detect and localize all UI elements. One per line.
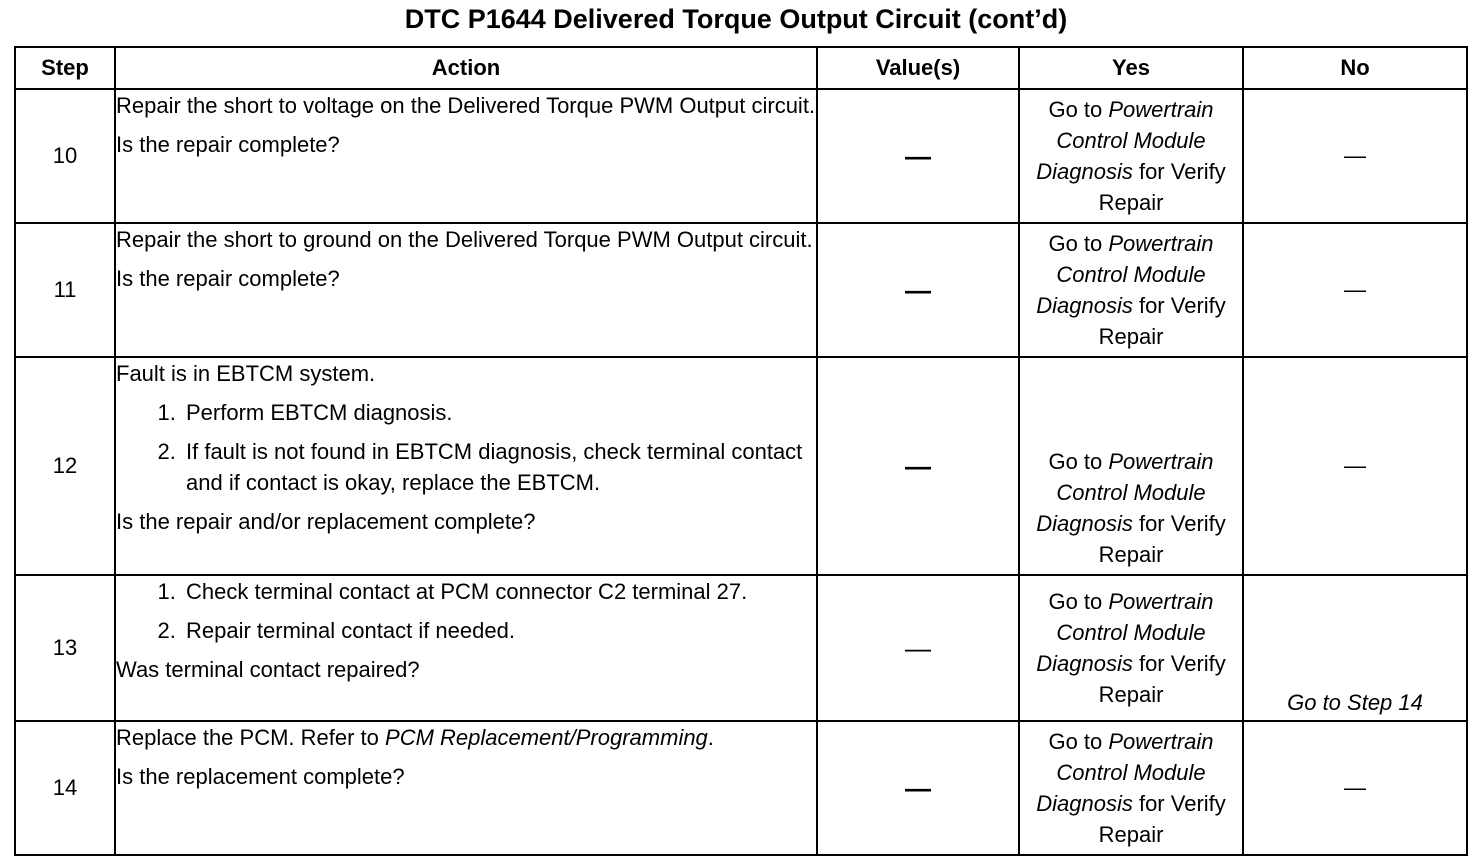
diagnosis-reference: Powertrain Control Module Diagnosis — [1036, 231, 1214, 318]
table-row — [15, 89, 1467, 223]
action-question: Is the repair complete? — [116, 132, 340, 157]
yes-cell: Go to Powertrain Control Module Diagnosis for Verify Repair — [1019, 721, 1243, 855]
no-cell: Go to Step 14 — [1243, 575, 1467, 721]
list-item: 1. Check terminal contact at PCM connector C2 terminal 27. — [182, 576, 816, 607]
no-cell: — — [1243, 721, 1467, 855]
replacement-reference: PCM Replacement/Programming — [385, 725, 708, 750]
action-text: Fault is in EBTCM system. — [116, 361, 376, 386]
value-cell: — — [817, 721, 1019, 855]
header-yes: Yes — [1019, 47, 1243, 89]
action-cell — [115, 721, 817, 855]
diagnosis-reference: Powertrain Control Module Diagnosis — [1036, 729, 1214, 816]
action-cell — [115, 575, 817, 721]
list-item: 2. Repair terminal contact if needed. — [182, 615, 816, 646]
action-cell — [115, 223, 817, 357]
table-row — [15, 223, 1467, 357]
list-item: 2. If fault is not found in EBTCM diagnosis, check terminal contact and if contact is okay, replace the EBTCM. — [182, 436, 816, 498]
value-cell: — — [817, 89, 1019, 223]
yes-cell: Go to Powertrain Control Module Diagnosis for Verify Repair — [1019, 357, 1243, 575]
step-number: 12 — [15, 357, 115, 575]
yes-cell: Go to Powertrain Control Module Diagnosis for Verify Repair — [1019, 575, 1243, 721]
diagnosis-reference: Powertrain Control Module Diagnosis — [1036, 589, 1214, 676]
action-question: Is the repair complete? — [116, 266, 340, 291]
no-cell: — — [1243, 89, 1467, 223]
list-item: 1. Perform EBTCM diagnosis. — [182, 397, 816, 428]
value-cell: — — [817, 357, 1019, 575]
action-cell — [115, 357, 817, 575]
no-cell: — — [1243, 357, 1467, 575]
no-cell: — — [1243, 223, 1467, 357]
header-values: Value(s) — [817, 47, 1019, 89]
action-text: Repair the short to ground on the Delivered Torque PWM Output circuit. — [116, 227, 813, 252]
header-action: Action — [115, 47, 817, 89]
action-question: Is the repair and/or replacement complete? — [116, 509, 536, 534]
yes-cell: Go to Powertrain Control Module Diagnosis for Verify Repair — [1019, 89, 1243, 223]
yes-cell: Go to Powertrain Control Module Diagnosis for Verify Repair — [1019, 223, 1243, 357]
step-number: 10 — [15, 89, 115, 223]
action-cell — [115, 89, 817, 223]
table-row — [15, 721, 1467, 855]
step-number: 11 — [15, 223, 115, 357]
action-question: Is the replacement complete? — [116, 764, 405, 789]
step-number: 13 — [15, 575, 115, 721]
action-text: Replace the PCM. Refer to PCM Replacement/Programming. — [116, 725, 714, 750]
value-cell: — — [817, 575, 1019, 721]
dtc-table — [14, 46, 1468, 856]
diagnosis-reference: Powertrain Control Module Diagnosis — [1036, 449, 1214, 536]
diagnosis-reference: Powertrain Control Module Diagnosis — [1036, 97, 1214, 184]
header-step: Step — [15, 47, 115, 89]
action-steps-list — [116, 576, 816, 646]
header-no: No — [1243, 47, 1467, 89]
action-question: Was terminal contact repaired? — [116, 657, 420, 682]
page-title: DTC P1644 Delivered Torque Output Circuit (cont’d) — [404, 4, 1068, 34]
value-cell: — — [817, 223, 1019, 357]
action-steps-list — [116, 397, 816, 498]
table-header-row — [15, 47, 1467, 89]
table-row — [15, 575, 1467, 721]
table-row — [15, 357, 1467, 575]
action-text: Repair the short to voltage on the Delivered Torque PWM Output circuit. — [116, 93, 816, 118]
step-number: 14 — [15, 721, 115, 855]
